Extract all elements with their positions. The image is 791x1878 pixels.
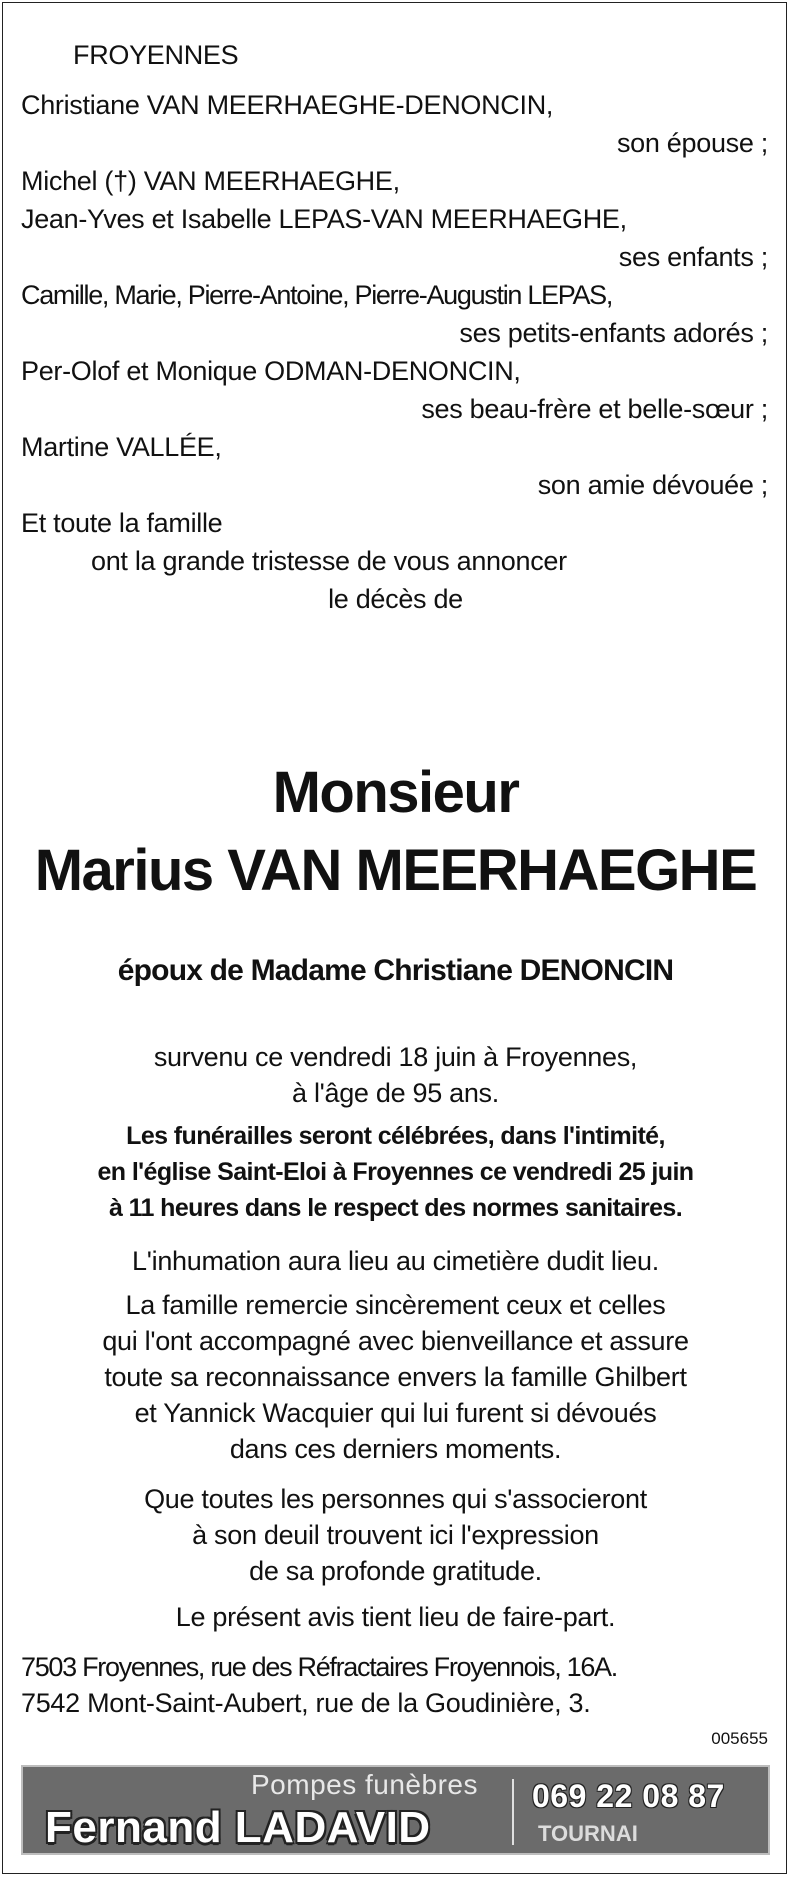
age-line: à l'âge de 95 ans.	[292, 1078, 499, 1108]
thanks-line-2: qui l'ont accompagné avec bienveillance et assure	[102, 1326, 689, 1356]
family-name-son: Michel (†) VAN MEERHAEGHE,	[21, 166, 400, 196]
family-name-friend: Martine VALLÉE,	[21, 432, 222, 462]
funeral-line-3: à 11 heures dans le respect des normes sanitaires.	[108, 1194, 683, 1222]
thanks-line-5: dans ces derniers moments.	[229, 1434, 562, 1464]
gratitude-line-2: à son deuil trouvent ici l'expression	[192, 1520, 599, 1550]
family-name-in-laws: Per-Olof et Monique ODMAN-DENONCIN,	[21, 356, 521, 386]
deceased-title: Monsieur	[272, 760, 519, 825]
burial-line: L'inhumation aura lieu au cimetière dudit lieu.	[132, 1246, 659, 1276]
spouse-line: époux de Madame Christiane DENONCIN	[117, 954, 674, 987]
gratitude-line-3: de sa profonde gratitude.	[249, 1556, 542, 1586]
funeral-home-phone: 069 22 08 87	[532, 1778, 725, 1814]
funeral-home-name: Fernand LADAVID	[45, 1803, 431, 1852]
address-line-2: 7542 Mont-Saint-Aubert, rue de la Goudinière, 3.	[21, 1688, 591, 1718]
obituary-notice	[2, 2, 787, 1874]
notice-line: Le présent avis tient lieu de faire-part.	[175, 1602, 616, 1632]
funeral-home-city: TOURNAI	[538, 1821, 638, 1846]
family-relation-spouse: son épouse ;	[616, 128, 768, 158]
deceased-name: Marius VAN MEERHAEGHE	[34, 838, 757, 903]
address-line-1: 7503 Froyennes, rue des Réfractaires Froyennois, 16A.	[21, 1652, 617, 1682]
funeral-line-1: Les funérailles seront célébrées, dans l'intimité,	[126, 1122, 665, 1150]
death-of-line: le décès de	[328, 584, 463, 614]
family-relation-in-laws: ses beau-frère et belle-sœur ;	[421, 394, 768, 424]
funeral-home-banner	[21, 1765, 770, 1855]
death-date-line: survenu ce vendredi 18 juin à Froyennes,	[153, 1042, 638, 1072]
funeral-home-label: Pompes funèbres	[251, 1769, 478, 1800]
family-relation-friend: son amie dévouée ;	[537, 470, 768, 500]
all-family-line: Et toute la famille	[21, 508, 223, 538]
family-name-children: Jean-Yves et Isabelle LEPAS-VAN MEERHAEGHE,	[21, 204, 627, 234]
family-relation-grandchildren: ses petits-enfants adorés ;	[459, 318, 768, 348]
thanks-line-3: toute sa reconnaissance envers la famille Ghilbert	[104, 1362, 687, 1392]
announcement-line: ont la grande tristesse de vous annoncer	[91, 546, 567, 576]
family-name-spouse: Christiane VAN MEERHAEGHE-DENONCIN,	[21, 90, 554, 120]
family-name-grandchildren: Camille, Marie, Pierre-Antoine, Pierre-Augustin LEPAS,	[21, 280, 613, 310]
gratitude-line-1: Que toutes les personnes qui s'associeront	[144, 1484, 647, 1514]
reference-number: 005655	[711, 1729, 768, 1748]
family-relation-children: ses enfants ;	[618, 242, 768, 272]
funeral-line-2: en l'église Saint-Eloi à Froyennes ce vendredi 25 juin	[97, 1158, 694, 1186]
thanks-line-4: et Yannick Wacquier qui lui furent si dévoués	[134, 1398, 657, 1428]
place-heading: FROYENNES	[73, 40, 239, 70]
thanks-line-1: La famille remercie sincèrement ceux et celles	[125, 1290, 666, 1320]
banner-divider	[512, 1779, 514, 1845]
